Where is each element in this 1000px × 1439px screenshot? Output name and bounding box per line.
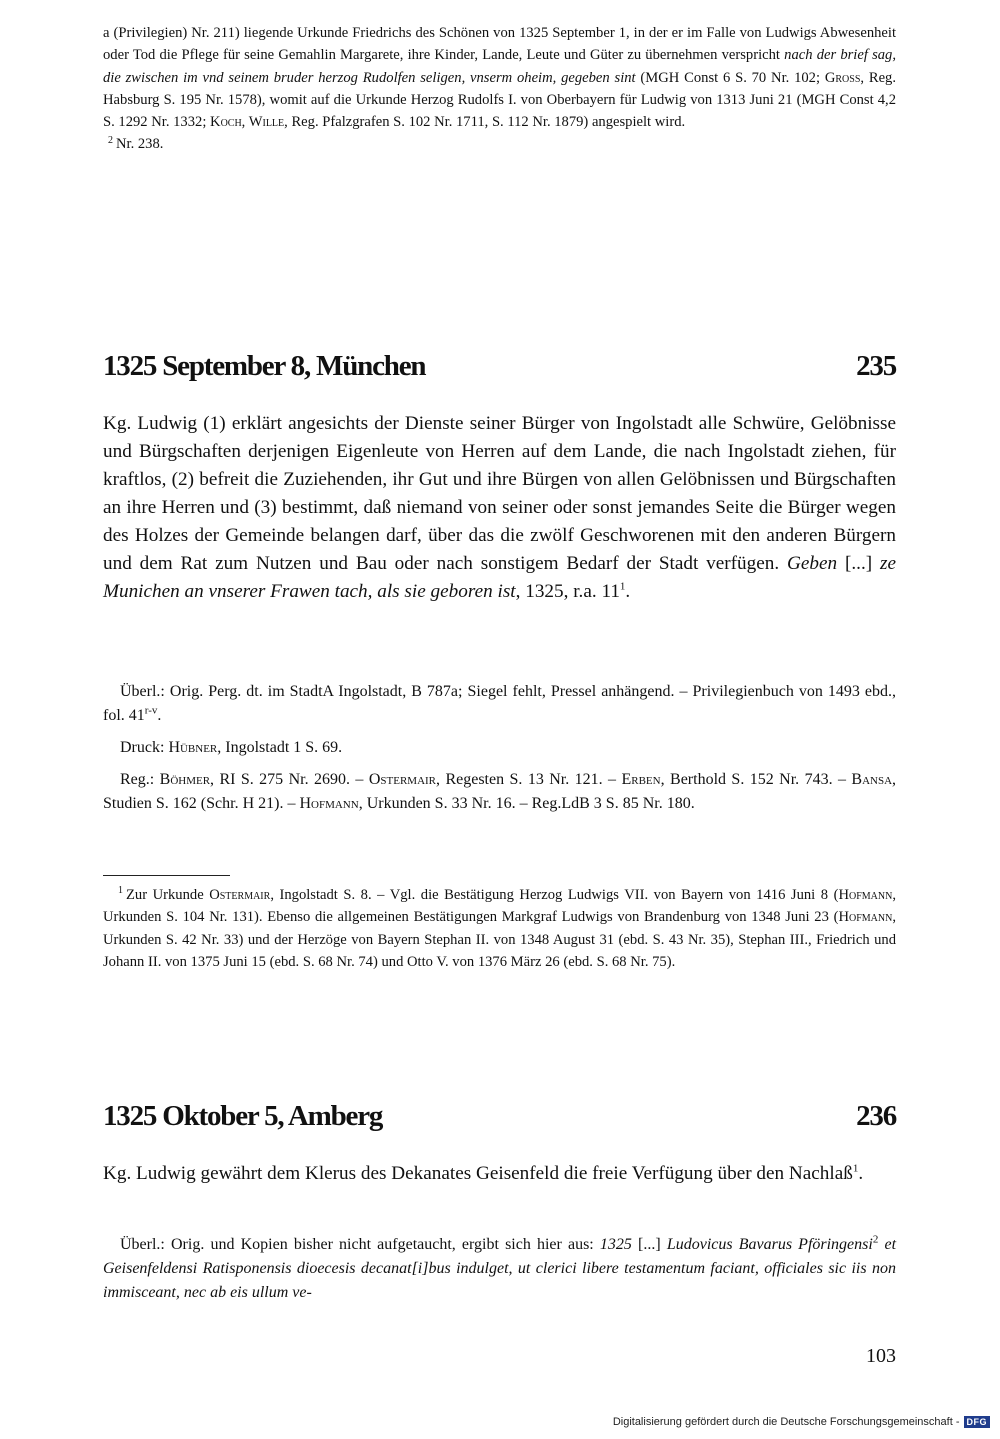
entry-235-summary: Kg. Ludwig (1) erklärt angesichts der Dienste seiner Bürger von Ingolstadt alle Schwüre, Gelöbnisse und Bürgschaften derjenigen Eigenleute von Herren auf dem Lande, die nach Ingolstadt ziehen, für kraftlos, (2) befreit die Zuziehenden, ihr Gut und ihre Bürgen von allen Gelöbnissen und Bürgschaften an ihre Herren und (3) bestimmt, daß niemand von seiner oder sonst jemandes Seite die Bürger wegen des Holzes der Gemeinde belangen darf, über das die zwölf Geschworenen mit den anderen Bürgern und dem Rat zum Nutzen und Bau oder nach sonstigem Bedarf der Stadt verfügen. Geben [...] ze Munichen an vnserer Frawen tach, als sie geboren ist, 1325, r.a. $11^1$. [103, 413, 897, 602]
footnote-1-continuation: a (Privilegien) Nr. 211) liegende Urkunde Friedrichs des Schönen von 1325 September 1, in der er im Falle von Ludwigs Abwesenheit oder Tod die Pflege für seine Gemahlin Margarete, ihre Kinder, Lande, Leute und Güter zu übernehmen verspricht nach der brief sag, die zwischen im vnd seinem bruder herzog Rudolfen seligen, vnserm oheim, gegeben sint (MGH Const 6 S. 70 Nr. 102; Gross, Reg. Habsburg S. 195 Nr. 1578), womit auf die Urkunde Herzog Rudolfs I. von Oberbayern für Ludwig von 1313 Juni 21 (MGH Const 4,2 S. 1292 Nr. 1332; Koch, Wille, Reg. Pfalzgrafen S. 102 Nr. 1711, S. 112 Nr. 1879) angespielt wird. [103, 25, 896, 131]
page-number: 103 [866, 1345, 896, 1367]
entry-236-number: 236 [856, 1100, 896, 1132]
entry-236-apparatus [103, 1233, 896, 1313]
transmission-note: Überl.: Orig. und Kopien bisher nicht aufgetaucht, ergibt sich hier aus: 1325 [...] Ludovicus Bavarus Pföringensi$^2$ et Geisenfeldensi Ratisponensis dioecesis decanat[i]bus indulget, ut clerici libere testamentum faciant, officiales sic iis non immisceant, nec ab eis ullum ve- [103, 1233, 897, 1301]
footnote-2: $^2$ Nr. 238. [108, 134, 164, 153]
dfg-logo: DFG [964, 1416, 991, 1428]
footnote-divider [103, 875, 230, 876]
entry-236-heading [103, 1098, 896, 1134]
entry-235-number: 235 [856, 350, 896, 382]
print-note: Druck: Hübner, Ingolstadt 1 S. 69. [120, 739, 343, 756]
entry-235-footnote: $^1$ Zur Urkunde Ostermair, Ingolstadt S. 8. – Vgl. die Bestätigung Herzog Ludwigs VII. von Bayern von 1416 Juni 8 (Hofmann, Urkunden S. 104 Nr. 131). Ebenso die allgemeinen Bestätigungen Markgraf Ludwigs von Brandenburg von 1348 Juni 23 (Hofmann, Urkunden S. 42 Nr. 33) und der Herzöge von Bayern Stephan II. von 1348 August 31 (ebd. S. 43 Nr. 35), Stephan III., Friedrich und Johann II. von 1375 Juni 15 (ebd. S. 68 Nr. 74) und Otto V. von 1376 März 26 (ebd. S. 68 Nr. 75). [103, 885, 896, 970]
entry-236-date-place: 1325 Oktober 5, Amberg [103, 1100, 383, 1132]
regest-note: Reg.: Böhmer, RI S. 275 Nr. 2690. – Ostermair, Regesten S. 13 Nr. 121. – Erben, Berthold S. 152 Nr. 743. – Bansa, Studien S. 162 (Schr. H 21). – Hofmann, Urkunden S. 33 Nr. 16. – Reg.LdB 3 S. 85 Nr. 180. [103, 771, 897, 812]
entry-235-date-place: 1325 September 8, München [103, 350, 426, 382]
previous-footnote-continuation [103, 22, 896, 156]
transmission-note: Überl.: Orig. Perg. dt. im StadtA Ingolstadt, B 787a; Siegel fehlt, Pressel anhängend. – Privilegienbuch von 1493 ebd., fol. 41$^{r-v}$. [103, 683, 896, 724]
entry-235-heading [103, 348, 896, 384]
credit-text: Digitalisierung gefördert durch die Deutsche Forschungsgemeinschaft - [612, 1416, 960, 1428]
digitization-credit [613, 1416, 990, 1428]
entry-235-apparatus [103, 680, 896, 824]
entry-236-summary: Kg. Ludwig gewährt dem Klerus des Dekanates Geisenfeld die freie Verfügung über den Nachlaß$^1$. [103, 1162, 864, 1184]
